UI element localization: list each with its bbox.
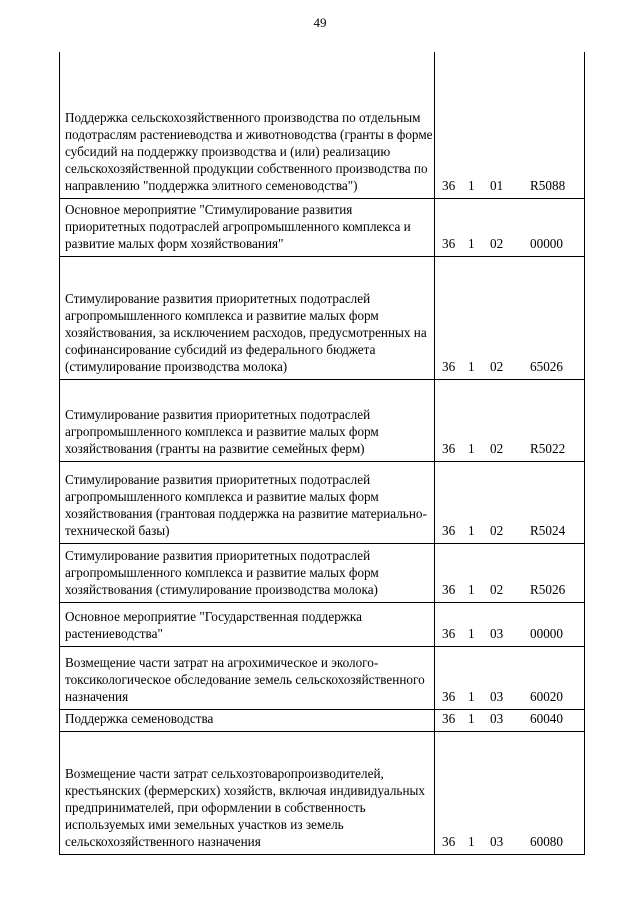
code-col-2: 1: [468, 441, 475, 456]
row-description: Основное мероприятие "Государственная поддержка растениеводства": [65, 609, 362, 641]
row-description: Стимулирование развития приоритетных подотраслей агропромышленного комплекса и развитие малых форм хозяйствования (гранты на развитие семейных ферм): [65, 407, 379, 456]
code-col-1: 36: [442, 711, 456, 726]
code-col-3: 01: [490, 178, 504, 193]
row-description: Поддержка сельскохозяйственного производства по отдельным подотраслям растениеводства и животноводства (гранты в форме субсидий на поддержку производства и (или) реализацию сельскохозяйственной продукции собственного производства по направлению "поддержка элитного семеноводства"): [65, 110, 433, 193]
code-col-4: 00000: [530, 626, 563, 641]
row-description: Возмещение части затрат на агрохимическое и эколого-токсикологическое обследование земель сельскохозяйственного назначения: [65, 655, 425, 704]
code-col-3: 02: [490, 523, 504, 538]
code-col-4: 65026: [530, 359, 563, 374]
code-col-2: 1: [468, 236, 475, 251]
table-row: [59, 732, 584, 855]
table-row: [59, 462, 584, 544]
table-row: [59, 544, 584, 603]
code-col-3: 03: [490, 626, 504, 641]
code-col-1: 36: [442, 626, 456, 641]
code-col-1: 36: [442, 689, 456, 704]
row-description: Стимулирование развития приоритетных подотраслей агропромышленного комплекса и развитие малых форм хозяйствования (стимулирование производства молока): [65, 548, 379, 597]
table-row: [59, 710, 584, 732]
table-row: [59, 603, 584, 647]
code-col-1: 36: [442, 359, 456, 374]
code-col-1: 36: [442, 834, 456, 849]
table-row: [59, 52, 584, 199]
code-col-2: 1: [468, 689, 475, 704]
code-col-1: 36: [442, 178, 456, 193]
code-col-2: 1: [468, 626, 475, 641]
row-description: Стимулирование развития приоритетных подотраслей агропромышленного комплекса и развитие малых форм хозяйствования, за исключением расходов, предусмотренных на софинансирование субсидий из федерального бюджета (стимулирование производства молока): [65, 291, 427, 374]
code-col-4: R5024: [530, 523, 566, 538]
code-col-3: 03: [490, 711, 504, 726]
row-description: Возмещение части затрат сельхозтоваропроизводителей, крестьянских (фермерских) хозяйств, включая индивидуальных предпринимателей, при оформлении в собственность используемых ими земельных участков из земель сельскохозяйственного назначения: [65, 766, 425, 849]
code-col-1: 36: [442, 523, 456, 538]
budget-table: [59, 52, 584, 855]
row-description: Стимулирование развития приоритетных подотраслей агропромышленного комплекса и развитие малых форм хозяйствования (грантовая поддержка на развитие материально-технической базы): [65, 472, 427, 538]
code-col-4: 60020: [530, 689, 563, 704]
code-col-2: 1: [468, 178, 475, 193]
code-col-1: 36: [442, 441, 456, 456]
code-col-4: 00000: [530, 236, 563, 251]
code-col-4: R5022: [530, 441, 566, 456]
code-col-4: R5026: [530, 582, 566, 597]
page-number: 49: [313, 15, 327, 30]
code-col-4: 60040: [530, 711, 563, 726]
code-col-2: 1: [468, 711, 475, 726]
row-description: Основное мероприятие "Стимулирование развития приоритетных подотраслей агропромышленного комплекса и развитие малых форм хозяйствования": [65, 202, 411, 251]
code-col-3: 02: [490, 359, 504, 374]
code-col-1: 36: [442, 582, 456, 597]
code-col-2: 1: [468, 359, 475, 374]
code-col-3: 03: [490, 689, 504, 704]
code-col-3: 02: [490, 441, 504, 456]
row-description: Поддержка семеноводства: [65, 711, 214, 726]
table-row: [59, 199, 584, 257]
code-col-1: 36: [442, 236, 456, 251]
table-row: [59, 257, 584, 380]
table-row: [59, 380, 584, 462]
table-border-right: [584, 52, 585, 855]
code-col-4: 60080: [530, 834, 563, 849]
code-col-2: 1: [468, 582, 475, 597]
table-row: [59, 647, 584, 710]
code-col-2: 1: [468, 834, 475, 849]
code-col-3: 02: [490, 236, 504, 251]
code-col-4: R5088: [530, 178, 566, 193]
code-col-2: 1: [468, 523, 475, 538]
code-col-3: 03: [490, 834, 504, 849]
code-col-3: 02: [490, 582, 504, 597]
